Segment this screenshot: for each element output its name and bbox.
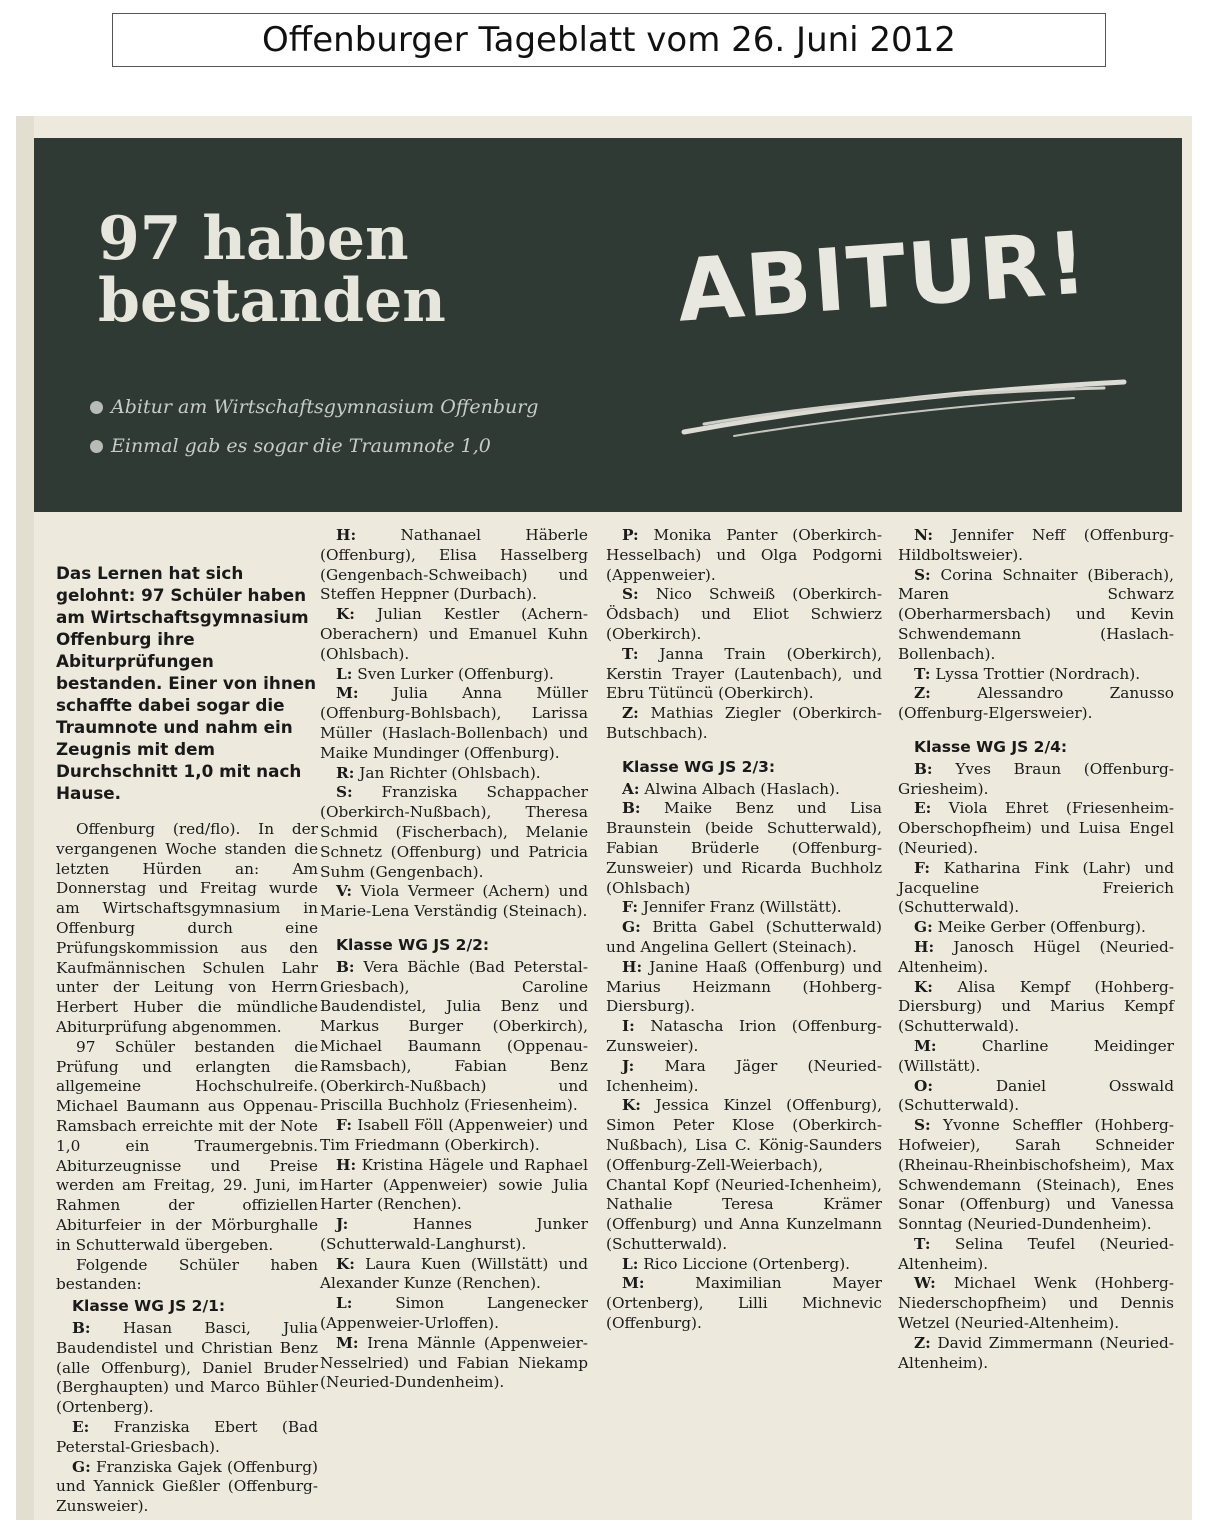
abitur-graphic-text: ABITUR! [674,213,1093,342]
list-item: E: Franziska Ebert (Bad Peterstal-Griesbach). [56,1417,318,1456]
list-item: B: Hasan Basci, Julia Baudendistel und Christian Benz (alle Offenburg), Daniel Bruder (Berghaupten) und Marco Bühler (Ortenberg). [56,1318,318,1417]
list-item: J: Hannes Junker (Schutterwald-Langhurst). [320,1215,588,1253]
list-item: B: Maike Benz und Lisa Braunstein (beide Schutterwald), Fabian Brüderle (Offenburg-Zunsweier) und Ricarda Buchholz (Ohlsbach) [606,799,882,897]
list-item: K: Laura Kuen (Willstätt) und Alexander Kunze (Renchen). [320,1254,588,1293]
subline-1: Abitur am Wirtschaftsgymnasium Offenburg [90,396,538,418]
bullet-icon [90,401,103,414]
list-item: H: Kristina Hägele und Raphael Harter (Appenweier) sowie Julia Harter (Renchen). [320,1155,588,1214]
list-item: K: Julian Kestler (Achern-Oberachern) und Emanuel Kuhn (Ohlsbach). [320,605,588,663]
list-item: E: Viola Ehret (Friesenheim-Oberschopfheim) und Luisa Engel (Neuried). [898,799,1174,857]
list-item: N: Jennifer Neff (Offenburg-Hildboltsweier). [898,526,1174,564]
abitur-chalk-graphic [674,213,1134,442]
class-heading: Klasse WG JS 2/1: [72,1297,226,1316]
list-item: J: Mara Jäger (Neuried-Ichenheim). [606,1056,882,1095]
clipping-caption: Offenburger Tageblatt vom 26. Juni 2012 [112,13,1106,67]
list-item: S: Corina Schnaiter (Biberach), Maren Schwarz (Oberharmersbach) und Kevin Schwendemann (Haslach-Bollenbach). [898,565,1174,663]
page-edge-shadow [16,116,34,1520]
article-lead: Das Lernen hat sich gelohnt: 97 Schüler haben am Wirtschaftsgymnasium Offenburg ihre Abiturprüfungen bestanden. Einer von ihnen schaffte dabei sogar die Traumnote und nahm ein Zeugnis mit dem Durchschnitt 1,0 mit nach Hause. [56,563,317,803]
list-item: M: Irena Männle (Appenweier-Nesselried) und Fabian Niekamp (Neuried-Dundenheim). [320,1333,588,1392]
list-item: F: Katharina Fink (Lahr) und Jacqueline Freierich (Schutterwald). [898,858,1174,917]
list-item: G: Britta Gabel (Schutterwald) und Angelina Gellert (Steinach). [606,918,882,956]
list-item: V: Viola Vermeer (Achern) und Marie-Lena Verständig (Steinach). [320,882,588,921]
headline [98,204,446,336]
list-item: L: Sven Lurker (Offenburg). [336,664,554,683]
list-item: W: Michael Wenk (Hohberg-Niederschopfheim) und Dennis Wetzel (Neuried-Altenheim). [898,1274,1174,1333]
column-4 [898,526,1174,1373]
list-item: I: Natascha Irion (Offenburg-Zunsweier). [606,1017,882,1055]
list-item: M: Maximilian Mayer (Ortenberg), Lilli Michnevic (Offenburg). [606,1274,882,1333]
column-1 [56,526,318,1517]
column-2 [320,526,588,1393]
body-paragraph: Folgende Schüler haben bestanden: [56,1255,318,1294]
chalk-swoosh-icon [674,242,1134,442]
list-item: H: Janosch Hügel (Neuried-Altenheim). [898,937,1174,976]
list-item: F: Jennifer Franz (Willstätt). [622,898,842,917]
body-paragraph: 97 Schüler bestanden die Prüfung und erlangten die allgemeine Hochschulreife. Michael Baumann aus Oppenau-Ramsbach erreichte mit der Note 1,0 ein Traumergebnis. Abiturzeugnisse und Preise werden am Freitag, 29. Juni, im Rahmen der offiziellen Abiturfeier in der Mörburghalle in Schutterwald übergeben. [56,1037,318,1254]
list-item: H: Nathanael Häberle (Offenburg), Elisa Hasselberg (Gengenbach-Schweibach) und Steffen Heppner (Durbach). [320,526,588,604]
list-item: M: Julia Anna Müller (Offenburg-Bohlsbach), Larissa Müller (Haslach-Bollenbach) und Maike Mundinger (Offenburg). [320,684,588,762]
newspaper-clipping [16,116,1192,1520]
list-item: B: Yves Braun (Offenburg-Griesheim). [898,759,1174,798]
headline-line-2: bestanden [98,266,446,336]
list-item: A: Alwina Albach (Haslach). [622,779,840,798]
column-3 [606,526,882,1334]
bullet-icon [90,440,103,453]
list-item: T: Janna Train (Oberkirch), Kerstin Trayer (Lautenbach), und Ebru Tütüncü (Oberkirch). [606,644,882,703]
list-item: F: Isabell Föll (Appenweier) und Tim Friedmann (Oberkirch). [320,1116,588,1154]
list-item: L: Rico Liccione (Ortenberg). [622,1254,851,1273]
list-item: Z: David Zimmermann (Neuried-Altenheim). [898,1333,1174,1372]
list-item: B: Vera Bächle (Bad Peterstal-Griesbach), Caroline Baudendistel, Julia Benz und Markus Burger (Oberkirch), Michael Baumann (Oppenau-Ramsbach), Fabian Benz (Oberkirch-Nußbach) und Priscilla Buchholz (Friesenheim). [320,957,588,1115]
list-item: O: Daniel Osswald (Schutterwald). [898,1076,1174,1115]
subline-2: Einmal gab es sogar die Traumnote 1,0 [90,435,491,457]
body-paragraph: Offenburg (red/flo). In der vergangenen Woche standen die letzten Hürden an: Am Donnerstag und Freitag wurde am Wirtschaftsgymnasium in Offenburg durch eine Prüfungskommission aus den Kaufmännischen Schulen Lahr unter der Leitung von Herrn Herbert Huber die mündliche Abiturprüfung abgenommen. [56,820,318,1036]
list-item: G: Franziska Gajek (Offenburg) und Yannick Gießler (Offenburg-Zunsweier). [56,1457,318,1516]
list-item: P: Monika Panter (Oberkirch-Hesselbach) und Olga Podgorni (Appenweier). [606,526,882,584]
list-item: K: Jessica Kinzel (Offenburg), Simon Peter Klose (Oberkirch-Nußbach), Lisa C. König-Saunders (Offenburg-Zell-Weierbach), Chantal Kopf (Neuried-Ichenheim), Nathalie Teresa Krämer (Offenburg) und Anna Kunzelmann (Schutterwald). [606,1096,882,1253]
list-item: Z: Mathias Ziegler (Oberkirch-Butschbach). [606,704,882,742]
list-item: L: Simon Langenecker (Appenweier-Urloffen). [320,1294,588,1333]
list-item: Z: Alessandro Zanusso (Offenburg-Elgersweier). [898,684,1174,723]
list-item: G: Meike Gerber (Offenburg). [914,918,1146,937]
list-item: M: Charline Meidinger (Willstätt). [898,1036,1174,1075]
list-item: K: Alisa Kempf (Hohberg-Diersburg) und Marius Kempf (Schutterwald). [898,977,1174,1036]
list-item: T: Lyssa Trottier (Nordrach). [914,664,1141,683]
list-item: S: Nico Schweiß (Oberkirch-Ödsbach) und Eliot Schwierz (Oberkirch). [606,585,882,643]
list-item: S: Yvonne Scheffler (Hohberg-Hofweier), Sarah Schneider (Rheinau-Rheinbischofsheim), Max Schwendemann (Steinach), Enes Sonar (Offenburg) und Vanessa Sonntag (Neuried-Dundenheim). [898,1116,1174,1234]
list-item: T: Selina Teufel (Neuried-Altenheim). [898,1234,1174,1273]
article-header [34,138,1182,512]
headline-line-1: 97 haben [98,204,409,274]
list-item: H: Janine Haaß (Offenburg) und Marius Heizmann (Hohberg-Diersburg). [606,957,882,1016]
class-heading: Klasse WG JS 2/2: [336,935,490,954]
class-heading: Klasse WG JS 2/4: [914,737,1068,756]
class-heading: Klasse WG JS 2/3: [622,757,776,776]
list-item: S: Franziska Schappacher (Oberkirch-Nußbach), Theresa Schmid (Fischerbach), Melanie Schnetz (Offenburg) und Patricia Suhm (Gengenbach). [320,783,588,881]
list-item: R: Jan Richter (Ohlsbach). [336,763,541,782]
